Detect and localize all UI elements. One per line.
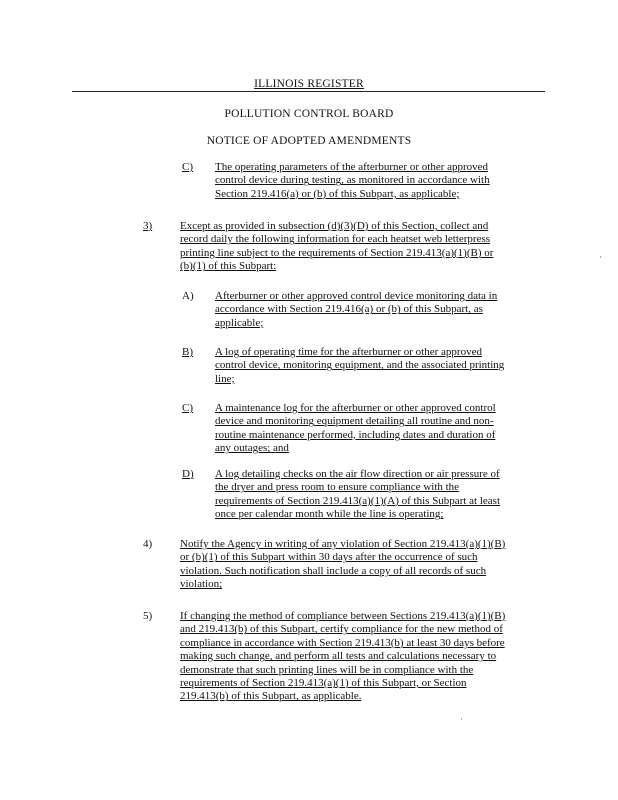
text-line: routine maintenance performed, including dates and duration of — [215, 428, 496, 441]
text-line: printing line subject to the requirements of Section 219.413(a)(1)(B) or — [180, 246, 494, 259]
text-line: If changing the method of compliance between Sections 219.413(a)(1)(B) — [180, 610, 506, 622]
text-line: A maintenance log for the afterburner or other approved control — [215, 402, 496, 414]
item-text — [215, 346, 504, 386]
text-line: violation. Such notification shall include a copy of all records of such — [180, 564, 487, 577]
text-line: A log of operating time for the afterburner or other approved — [215, 346, 482, 358]
item-label: C) — [182, 161, 193, 173]
text-line: and 219.413(b) of this Subpart, certify compliance for the new method of — [180, 623, 503, 636]
text-line: or (b)(1) of this Subpart within 30 days after the occurrence of such — [180, 551, 478, 564]
text-line: accordance with Section 219.416(a) or (b) of this Subpart, as — [215, 303, 483, 316]
text-line: requirements of Section 219.413(a)(1)(A) of this Subpart at least — [215, 494, 501, 507]
text-line: any outages; and — [215, 442, 289, 455]
text-line: 219.413(b) of this Subpart, as applicable. — [180, 690, 362, 703]
text-line: line; — [215, 372, 235, 385]
text-line: Section 219.416(a) or (b) of this Subpart, as applicable; — [215, 187, 460, 200]
text-line: device and monitoring equipment detailing all routine and non- — [215, 415, 494, 428]
text-line: making such change, and perform all tests and calculations necessary to — [180, 650, 497, 663]
item-text — [180, 538, 505, 592]
item-label: B) — [182, 346, 193, 358]
text-line: The operating parameters of the afterburner or other approved — [215, 161, 489, 173]
scan-speck: · — [599, 252, 602, 262]
text-line: once per calendar month while the line is operating; — [215, 508, 444, 521]
item-label: A) — [182, 290, 194, 302]
text-line: violation; — [180, 578, 223, 591]
text-line: A log detailing checks on the air flow direction or air pressure of — [215, 468, 500, 480]
item-label: 4) — [143, 538, 153, 550]
header-rule — [72, 91, 545, 92]
item-text — [215, 290, 497, 330]
item-text — [215, 468, 500, 522]
item-label: D) — [182, 468, 194, 480]
text-line: record daily the following information for each heatset web letterpress — [180, 233, 491, 246]
text-line: demonstrate that such printing lines will be in compliance with the — [180, 663, 474, 676]
item-text — [215, 402, 496, 456]
text-line: the dryer and press room to ensure compliance with the — [215, 481, 460, 494]
notice-title: NOTICE OF ADOPTED AMENDMENTS — [206, 135, 412, 147]
item-label: 5) — [143, 610, 153, 622]
scan-speck: · — [460, 714, 463, 724]
text-line: compliance in accordance with Section 219.413(b) at least 30 days before — [180, 636, 505, 649]
text-line: Afterburner or other approved control device monitoring data in — [215, 290, 498, 302]
register-title: ILLINOIS REGISTER — [254, 78, 364, 90]
item-text — [215, 161, 490, 201]
board-name: POLLUTION CONTROL BOARD — [224, 108, 394, 120]
text-line: control device, monitoring equipment, and the associated printing — [215, 359, 505, 372]
text-line: requirements of Section 219.413(a)(1) of this Subpart, or Section — [180, 677, 467, 690]
text-line: applicable; — [215, 316, 264, 329]
text-line: Except as provided in subsection (d)(3)(D) of this Section, collect and — [180, 220, 489, 232]
text-line: (b)(1) of this Subpart: — [180, 260, 277, 273]
text-line: Notify the Agency in writing of any violation of Section 219.413(a)(1)(B) — [180, 538, 506, 550]
item-text — [180, 220, 493, 274]
text-line: control device during testing, as monitored in accordance with — [215, 174, 490, 187]
item-label: 3) — [143, 220, 153, 232]
item-label: C) — [182, 402, 193, 414]
item-text — [180, 610, 505, 704]
